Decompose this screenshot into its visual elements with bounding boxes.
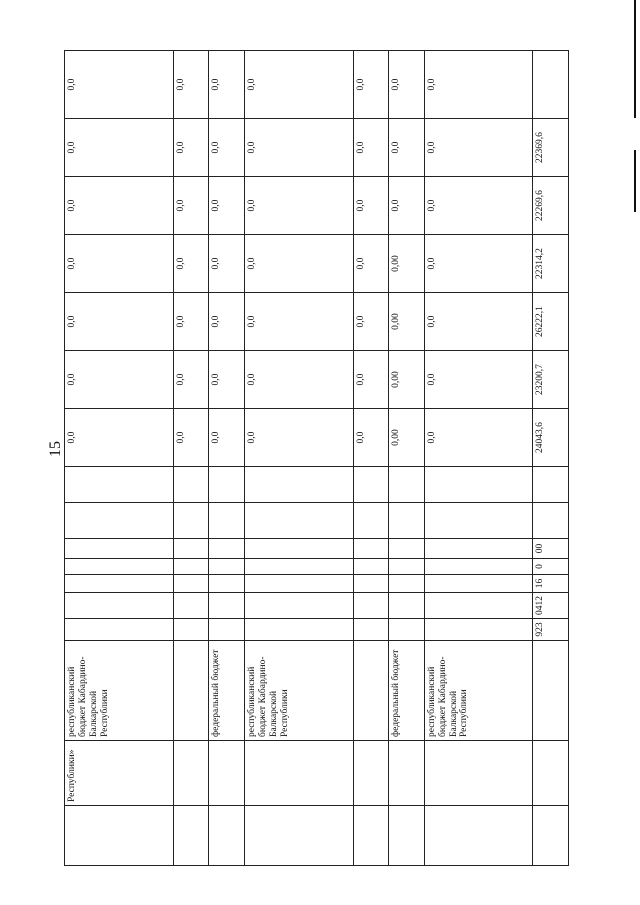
- value-cell: 0,0: [173, 177, 209, 235]
- value-cell: 0,0: [389, 119, 425, 177]
- code-program: [173, 575, 209, 593]
- code-subprogram: [65, 559, 174, 575]
- row-kind: [244, 806, 353, 866]
- code-subprogram: [173, 559, 209, 575]
- value-cell: 0,0: [209, 293, 245, 351]
- table-row: [389, 51, 425, 866]
- value-cell: 26222,1: [533, 293, 569, 351]
- code-grbs: [244, 619, 353, 641]
- code-program: [424, 575, 533, 593]
- code-grbs: [424, 619, 533, 641]
- blank-cell: [244, 467, 353, 503]
- code-grbs: [353, 619, 389, 641]
- row-kind: [65, 806, 174, 866]
- row-kind: [533, 806, 569, 866]
- code-event: [353, 539, 389, 559]
- table-row: [244, 51, 353, 866]
- table-row: [209, 51, 245, 866]
- code-grbs: [173, 619, 209, 641]
- blank-cell: [389, 503, 425, 539]
- row-name: [389, 741, 425, 806]
- code-subprogram: [389, 559, 425, 575]
- code-subprogram: 0: [533, 559, 569, 575]
- value-cell: 0,0: [353, 235, 389, 293]
- code-event: [209, 539, 245, 559]
- code-rzpr: [173, 593, 209, 619]
- value-cell: 0,0: [244, 177, 353, 235]
- value-cell: 0,0: [65, 119, 174, 177]
- value-cell: 0,0: [244, 409, 353, 467]
- code-rzpr: [209, 593, 245, 619]
- value-cell: 0,0: [353, 409, 389, 467]
- code-program: [353, 575, 389, 593]
- row-org: [533, 641, 569, 741]
- value-cell: 0,0: [173, 119, 209, 177]
- row-org: [353, 641, 389, 741]
- row-kind: [353, 806, 389, 866]
- blank-cell: [173, 467, 209, 503]
- value-cell: 23200,7: [533, 351, 569, 409]
- blank-cell: [533, 467, 569, 503]
- blank-cell: [65, 503, 174, 539]
- value-cell: 22369,6: [533, 119, 569, 177]
- code-grbs: 923: [533, 619, 569, 641]
- row-name: [533, 741, 569, 806]
- page-number: 15: [47, 441, 64, 457]
- row-name: [209, 741, 245, 806]
- edge-mark-top: [634, 0, 636, 118]
- row-kind: [389, 806, 425, 866]
- blank-cell: [209, 467, 245, 503]
- code-grbs: [65, 619, 174, 641]
- table-row: [65, 51, 174, 866]
- row-org: республиканский бюджет Кабардино-Балкарской Республики: [65, 641, 174, 741]
- value-cell: 0,0: [65, 409, 174, 467]
- table-row: [173, 51, 209, 866]
- code-rzpr: [244, 593, 353, 619]
- code-program: [244, 575, 353, 593]
- value-cell: 0,0: [424, 293, 533, 351]
- value-cell: 0,0: [353, 293, 389, 351]
- code-subprogram: [209, 559, 245, 575]
- row-name: [424, 741, 533, 806]
- value-cell: 0,0: [209, 119, 245, 177]
- value-cell: 0,0: [424, 177, 533, 235]
- code-grbs: [209, 619, 245, 641]
- value-cell: 0,0: [353, 51, 389, 119]
- blank-cell: [244, 503, 353, 539]
- row-kind: [424, 806, 533, 866]
- row-org: федеральный бюджет: [209, 641, 245, 741]
- value-cell: 0,0: [209, 177, 245, 235]
- value-cell: 0,00: [389, 235, 425, 293]
- code-event: [424, 539, 533, 559]
- code-event: [173, 539, 209, 559]
- value-cell: 0,0: [244, 293, 353, 351]
- code-program: [65, 575, 174, 593]
- blank-cell: [424, 467, 533, 503]
- value-cell: 22314,2: [533, 235, 569, 293]
- value-cell: 0,0: [209, 351, 245, 409]
- value-cell: 0,0: [424, 351, 533, 409]
- row-name: [173, 741, 209, 806]
- value-cell: 0,0: [244, 51, 353, 119]
- value-cell: 0,0: [209, 235, 245, 293]
- code-rzpr: [389, 593, 425, 619]
- code-program: 16: [533, 575, 569, 593]
- value-cell: 0,0: [244, 235, 353, 293]
- value-cell: 0,0: [244, 119, 353, 177]
- row-org: федеральный бюджет: [389, 641, 425, 741]
- code-grbs: [389, 619, 425, 641]
- blank-cell: [533, 503, 569, 539]
- blank-cell: [353, 467, 389, 503]
- edge-mark-bottom: [634, 150, 636, 212]
- value-cell: 0,0: [65, 293, 174, 351]
- code-rzpr: [424, 593, 533, 619]
- code-event: [65, 539, 174, 559]
- value-cell: 0,0: [65, 177, 174, 235]
- value-cell: 0,0: [65, 235, 174, 293]
- value-cell: [533, 51, 569, 119]
- value-cell: 22269,6: [533, 177, 569, 235]
- value-cell: 0,0: [173, 51, 209, 119]
- blank-cell: [173, 503, 209, 539]
- value-cell: 0,0: [209, 409, 245, 467]
- value-cell: 0,0: [424, 409, 533, 467]
- row-org: [173, 641, 209, 741]
- value-cell: 0,0: [424, 51, 533, 119]
- value-cell: 0,0: [353, 177, 389, 235]
- code-subprogram: [353, 559, 389, 575]
- blank-cell: [389, 467, 425, 503]
- value-cell: 0,0: [424, 119, 533, 177]
- value-cell: 0,00: [389, 409, 425, 467]
- budget-table: [64, 50, 569, 866]
- rotated-table-wrapper: [64, 51, 569, 866]
- row-kind: [209, 806, 245, 866]
- blank-cell: [65, 467, 174, 503]
- value-cell: 0,0: [65, 351, 174, 409]
- code-subprogram: [244, 559, 353, 575]
- value-cell: 0,0: [173, 351, 209, 409]
- value-cell: 24043,6: [533, 409, 569, 467]
- row-name: [353, 741, 389, 806]
- value-cell: 0,0: [353, 351, 389, 409]
- value-cell: 0,00: [389, 293, 425, 351]
- row-name: [244, 741, 353, 806]
- table-row: [424, 51, 533, 866]
- code-subprogram: [424, 559, 533, 575]
- row-org: республиканский бюджет Кабардино-Балкарской Республики: [424, 641, 533, 741]
- table-row: [353, 51, 389, 866]
- value-cell: 0,0: [173, 235, 209, 293]
- value-cell: 0,0: [244, 351, 353, 409]
- value-cell: 0,0: [424, 235, 533, 293]
- code-event: [244, 539, 353, 559]
- value-cell: 0,0: [389, 51, 425, 119]
- value-cell: 0,00: [389, 351, 425, 409]
- row-kind: [173, 806, 209, 866]
- code-rzpr: 0412: [533, 593, 569, 619]
- value-cell: 0,0: [65, 51, 174, 119]
- row-name: Республики»: [65, 741, 174, 806]
- blank-cell: [209, 503, 245, 539]
- value-cell: 0,0: [209, 51, 245, 119]
- value-cell: 0,0: [353, 119, 389, 177]
- table-row: [533, 51, 569, 866]
- blank-cell: [424, 503, 533, 539]
- blank-cell: [353, 503, 389, 539]
- value-cell: 0,0: [173, 293, 209, 351]
- code-rzpr: [353, 593, 389, 619]
- code-program: [389, 575, 425, 593]
- row-org: республиканский бюджет Кабардино-Балкарской Республики: [244, 641, 353, 741]
- value-cell: 0,0: [173, 409, 209, 467]
- code-program: [209, 575, 245, 593]
- code-rzpr: [65, 593, 174, 619]
- code-event: 00: [533, 539, 569, 559]
- code-event: [389, 539, 425, 559]
- value-cell: 0,0: [389, 177, 425, 235]
